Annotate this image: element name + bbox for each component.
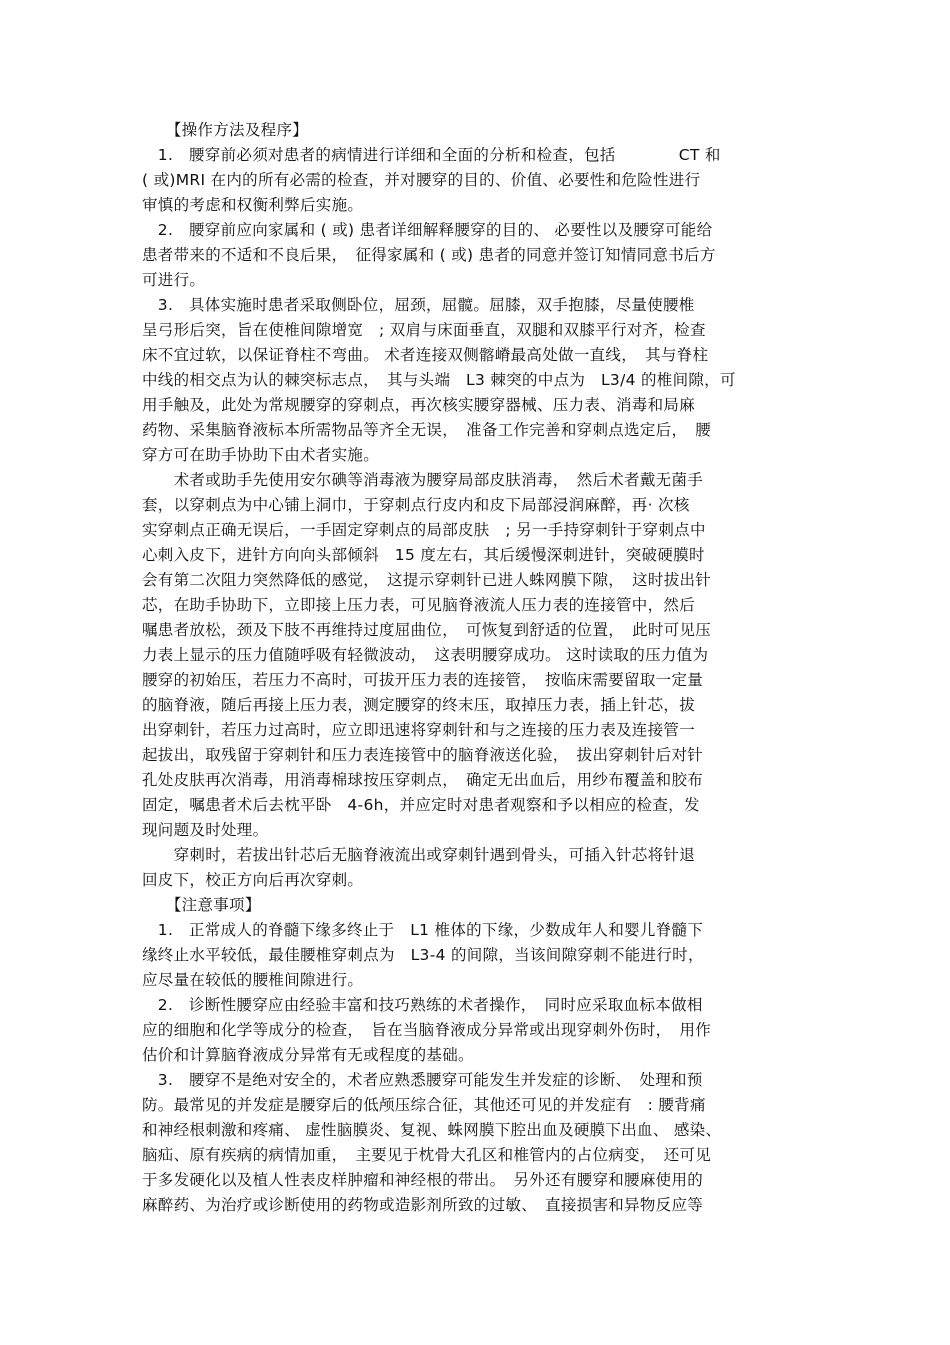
text-line: 回皮下，校正方向后再次穿刺。 [142, 871, 364, 889]
text-line: 和神经根刺激和疼痛、 虚性脑膜炎、复视、蛛网膜下腔出血及硬膜下出血、 感染、 [142, 1121, 722, 1139]
text-line: 3. 具体实施时患者采取侧卧位，屈颈，屈髋。屈膝，双手抱膝，尽量使腰椎 [142, 296, 695, 314]
text-line: 床不宜过软，以保证脊柱不弯曲。 术者连接双侧髂嵴最高处做一直线， 其与脊柱 [142, 346, 709, 364]
text-line: 力表上显示的压力值随呼吸有轻微波动， 这表明腰穿成功。 这时读取的压力值为 [142, 646, 709, 664]
text-line: 会有第二次阻力突然降低的感觉， 这提示穿刺针已进人蛛网膜下隙， 这时拔出针 [142, 571, 712, 589]
text-line: 的脑脊液，随后再接上压力表，测定腰穿的终末压，取掉压力表，插上针芯，拔 [142, 696, 696, 714]
text-line: 现问题及时处理。 [142, 821, 269, 839]
text-line: 审慎的考虑和权衡利弊后实施。 [142, 196, 364, 214]
text-line: 于多发硬化以及植人性表皮样肿瘤和神经根的带出。 另外还有腰穿和腰麻使用的 [142, 1171, 704, 1189]
text-line: 呈弓形后突，旨在使椎间隙增宽 ; 双肩与床面垂直，双腿和双膝平行对齐，检查 [142, 321, 706, 339]
text-line: 中线的相交点为认的棘突标志点， 其与头端 L3 棘突的中点为 L3/4 的椎间隙，可 [142, 371, 736, 389]
text-line: 腰穿的初始压，若压力不高时，可拔开压力表的连接管， 按临床需要留取一定量 [142, 671, 704, 689]
text-line: 实穿刺点正确无误后，一手固定穿刺点的局部皮肤 ; 另一手持穿刺针于穿刺点中 [142, 521, 706, 539]
text-line: 孔处皮肤再次消毒，用消毒棉球按压穿刺点， 确定无出血后，用纱布覆盖和胶布 [142, 771, 704, 789]
text-line: 套，以穿刺点为中心铺上洞巾，于穿刺点行皮内和皮下局部浸润麻醉，再· 次核 [142, 496, 690, 514]
text-line: 穿刺时，若拔出针芯后无脑脊液流出或穿刺针遇到骨头，可插入针芯将针退 [142, 846, 696, 864]
text-line: 心刺入皮下，进针方向向头部倾斜 15 度左右，其后缓慢深刺进针，突破硬膜时 [142, 546, 705, 564]
text-line: 2. 诊断性腰穿应由经验丰富和技巧熟练的术者操作， 同时应采取血标本做相 [142, 996, 703, 1014]
text-line: 起拔出，取残留于穿刺针和压力表连接管中的脑脊液送化验， 拔出穿刺针后对针 [142, 746, 704, 764]
section-heading-notes: 【注意事项】 [142, 896, 261, 914]
text-line: 嘱患者放松，颈及下肢不再维持过度屈曲位， 可恢复到舒适的位置， 此时可见压 [142, 621, 712, 639]
text-line: 术者或助手先使用安尔碘等消毒液为腰穿局部皮肤消毒， 然后术者戴无菌手 [142, 471, 704, 489]
text-line: 患者带来的不适和不良后果， 征得家属和 ( 或) 患者的同意并签订知情同意书后方 [142, 246, 716, 264]
text-line: 1. 腰穿前必须对患者的病情进行详细和全面的分析和检查，包括 CT 和 [142, 146, 721, 164]
text-line: 可进行。 [142, 271, 206, 289]
text-line: 估价和计算脑脊液成分异常有无或程度的基础。 [142, 1046, 474, 1064]
text-line: ( 或)MRI 在内的所有必需的检查，并对腰穿的目的、价值、必要性和危险性进行 [142, 171, 701, 189]
text-line: 麻醉药、为治疗或诊断使用的药物或造影剂所致的过敏、 直接损害和异物反应等 [142, 1196, 704, 1214]
text-line: 3. 腰穿不是绝对安全的，术者应熟悉腰穿可能发生并发症的诊断、 处理和预 [142, 1071, 703, 1089]
text-line: 1. 正常成人的脊髓下缘多终止于 L1 椎体的下缘，少数成年人和婴儿脊髓下 [142, 921, 704, 939]
text-line: 应的细胞和化学等成分的检查， 旨在当脑脊液成分异常或出现穿刺外伤时， 用作 [142, 1021, 712, 1039]
text-line: 缘终止水平较低，最佳腰椎穿刺点为 L3-4 的间隙，当该间隙穿刺不能进行时， [142, 946, 704, 964]
text-line: 应尽量在较低的腰椎间隙进行。 [142, 971, 364, 989]
section-heading-procedure: 【操作方法及程序】 [142, 121, 309, 139]
text-line: 穿方可在助手协助下由术者实施。 [142, 446, 380, 464]
text-line: 2. 腰穿前应向家属和 ( 或) 患者详细解释腰穿的目的、 必要性以及腰穿可能给 [142, 221, 713, 239]
text-line: 固定，嘱患者术后去枕平卧 4-6h，并应定时对患者观察和予以相应的检查，发 [142, 796, 700, 814]
text-line: 用手触及，此处为常规腰穿的穿刺点，再次核实腰穿器械、压力表、消毒和局麻 [142, 396, 696, 414]
text-line: 出穿刺针，若压力过高时，应立即迅速将穿刺针和与之连接的压力表及连接管一 [142, 721, 696, 739]
text-line: 芯，在助手协助下，立即接上压力表，可见脑脊液流人压力表的连接管中，然后 [142, 596, 696, 614]
text-line: 防。最常见的并发症是腰穿后的低颅压综合征，其他还可见的并发症有 : 腰背痛 [142, 1096, 706, 1114]
text-line: 脑疝、原有疾病的病情加重， 主要见于枕骨大孔区和椎管内的占位病变， 还可见 [142, 1146, 712, 1164]
text-line: 药物、采集脑脊液标本所需物品等齐全无误， 准备工作完善和穿刺点选定后， 腰 [142, 421, 712, 439]
